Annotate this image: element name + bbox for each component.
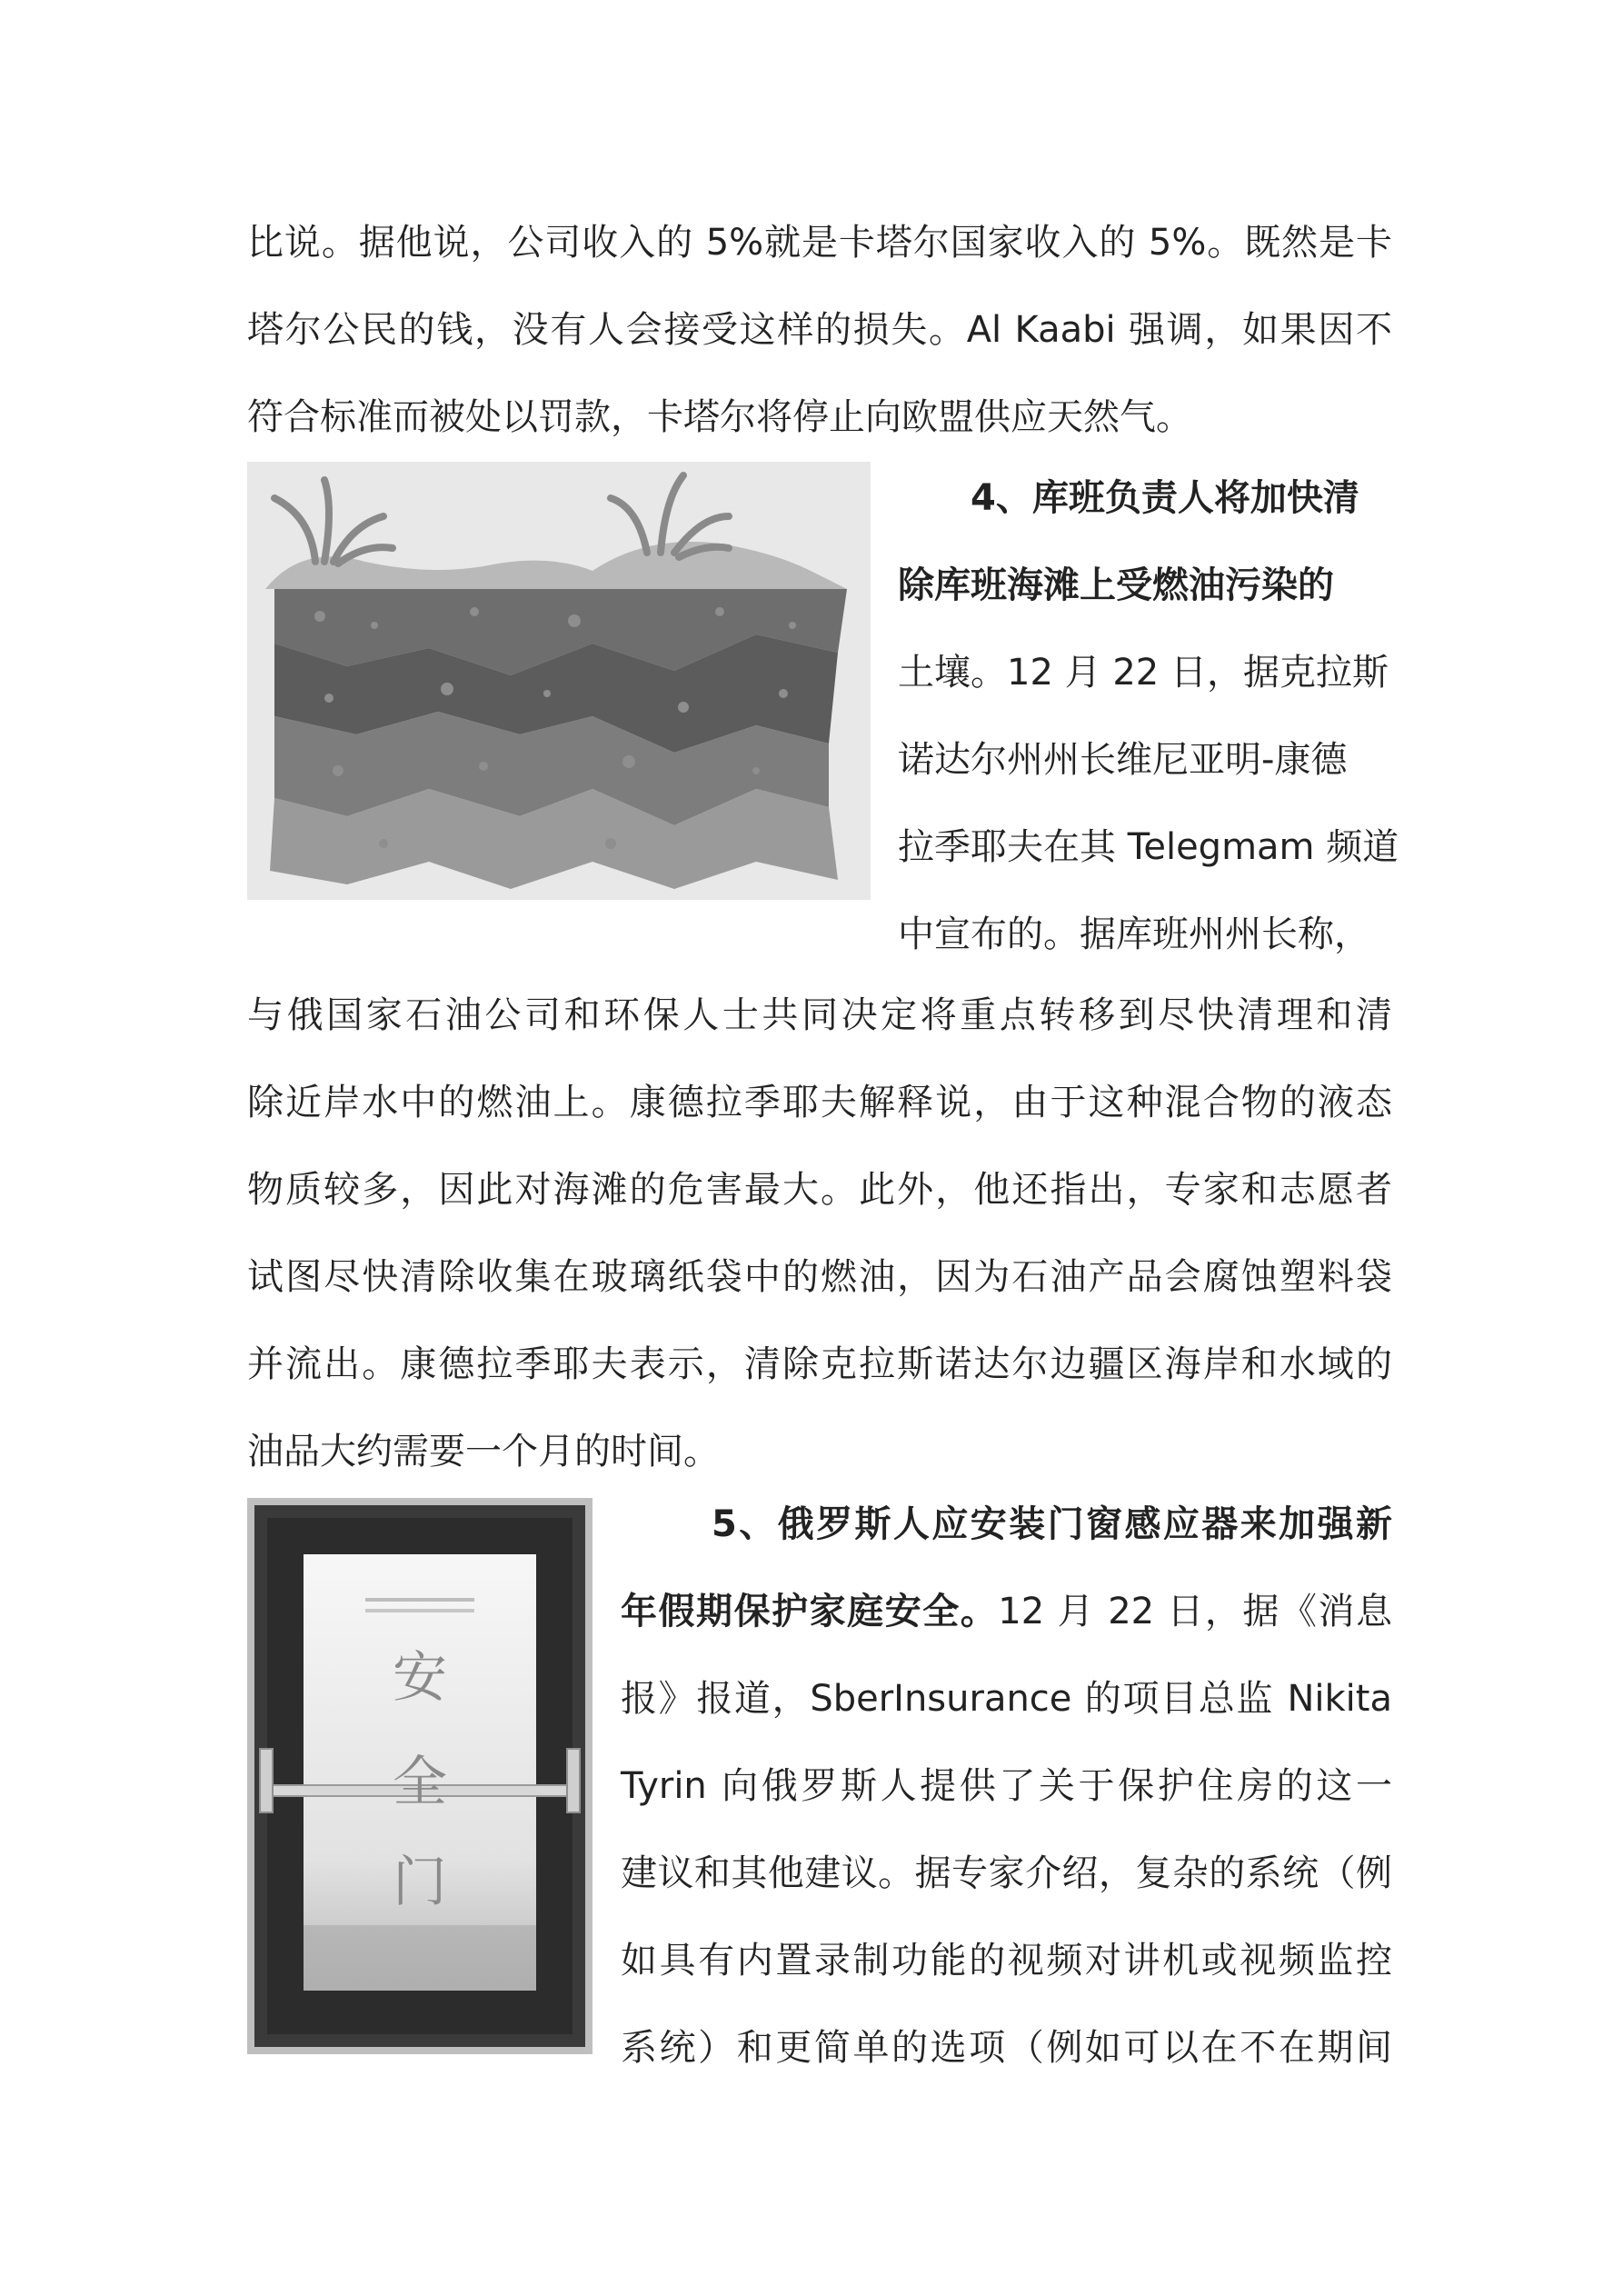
text-line: 试图尽快清除收集在玻璃纸袋中的燃油，因为石油产品会腐蚀塑料袋 [247, 1256, 1392, 1298]
door-sign-char: 全 [393, 1751, 447, 1814]
item5-heading [621, 1481, 1392, 1568]
text-line: 油品大约需要一个月的时间。 [247, 1431, 720, 1472]
item4-heading: 4、库班负责人将加快清 [971, 477, 1359, 519]
paragraph-top [247, 199, 1392, 461]
item4-side-column [898, 454, 1399, 978]
door-photo [247, 1498, 592, 2054]
text-line: 符合标准而被处以罚款，卡塔尔将停止向欧盟供应天然气。 [247, 396, 1192, 438]
text-line: 与俄国家石油公司和环保人士共同决定将重点转移到尽快清理和清 [247, 994, 1392, 1036]
item5-heading-text: 5、俄罗斯人应安装门窗感应器来加强新 [712, 1503, 1392, 1545]
text-line: 并流出。康德拉季耶夫表示，清除克拉斯诺达尔边疆区海岸和水域的 [247, 1343, 1392, 1385]
text-line: 诺达尔州州长维尼亚明-康德 [898, 739, 1348, 781]
item5-heading-text: 年假期保护家庭安全。 [621, 1591, 999, 1632]
item4-heading: 除库班海滩上受燃油污染的 [898, 564, 1334, 606]
item5-heading-tail: 12 月 22 日，据《消息 [998, 1591, 1392, 1632]
door-sign-char: 安 [393, 1646, 447, 1710]
item5-heading-line [621, 1568, 1392, 1655]
text-line: 比说。据他说，公司收入的 5%就是卡塔尔国家收入的 5%。既然是卡 [247, 222, 1392, 264]
door-sign-char: 门 [393, 1851, 447, 1914]
text-line: 塔尔公民的钱，没有人会接受这样的损失。Al Kaabi 强调，如果因不 [247, 309, 1392, 351]
text-line: 系统）和更简单的选项（例如可以在不在期间 [621, 2027, 1392, 2069]
item5-side-column [621, 1481, 1392, 2091]
soil-layers-icon [247, 462, 871, 900]
item4-body [247, 972, 1392, 1495]
text-line: 中宣布的。据库班州州长称， [898, 913, 1370, 955]
soil-illustration [247, 462, 871, 900]
text-line: 物质较多，因此对海滩的危害最大。此外，他还指出，专家和志愿者 [247, 1169, 1392, 1211]
text-line: Tyrin 向俄罗斯人提供了关于保护住房的这一 [621, 1765, 1392, 1807]
text-line: 报》报道，SberInsurance 的项目总监 Nikita [621, 1678, 1392, 1720]
text-line: 如具有内置录制功能的视频对讲机或视频监控 [621, 1940, 1392, 1982]
text-line: 土壤。12 月 22 日，据克拉斯 [898, 652, 1389, 694]
text-line: 拉季耶夫在其 Telegmam 频道 [898, 826, 1399, 868]
text-line: 建议和其他建议。据专家介绍，复杂的系统（例 [621, 1852, 1392, 1894]
text-line: 除近岸水中的燃油上。康德拉季耶夫解释说，由于这种混合物的液态 [247, 1082, 1392, 1123]
